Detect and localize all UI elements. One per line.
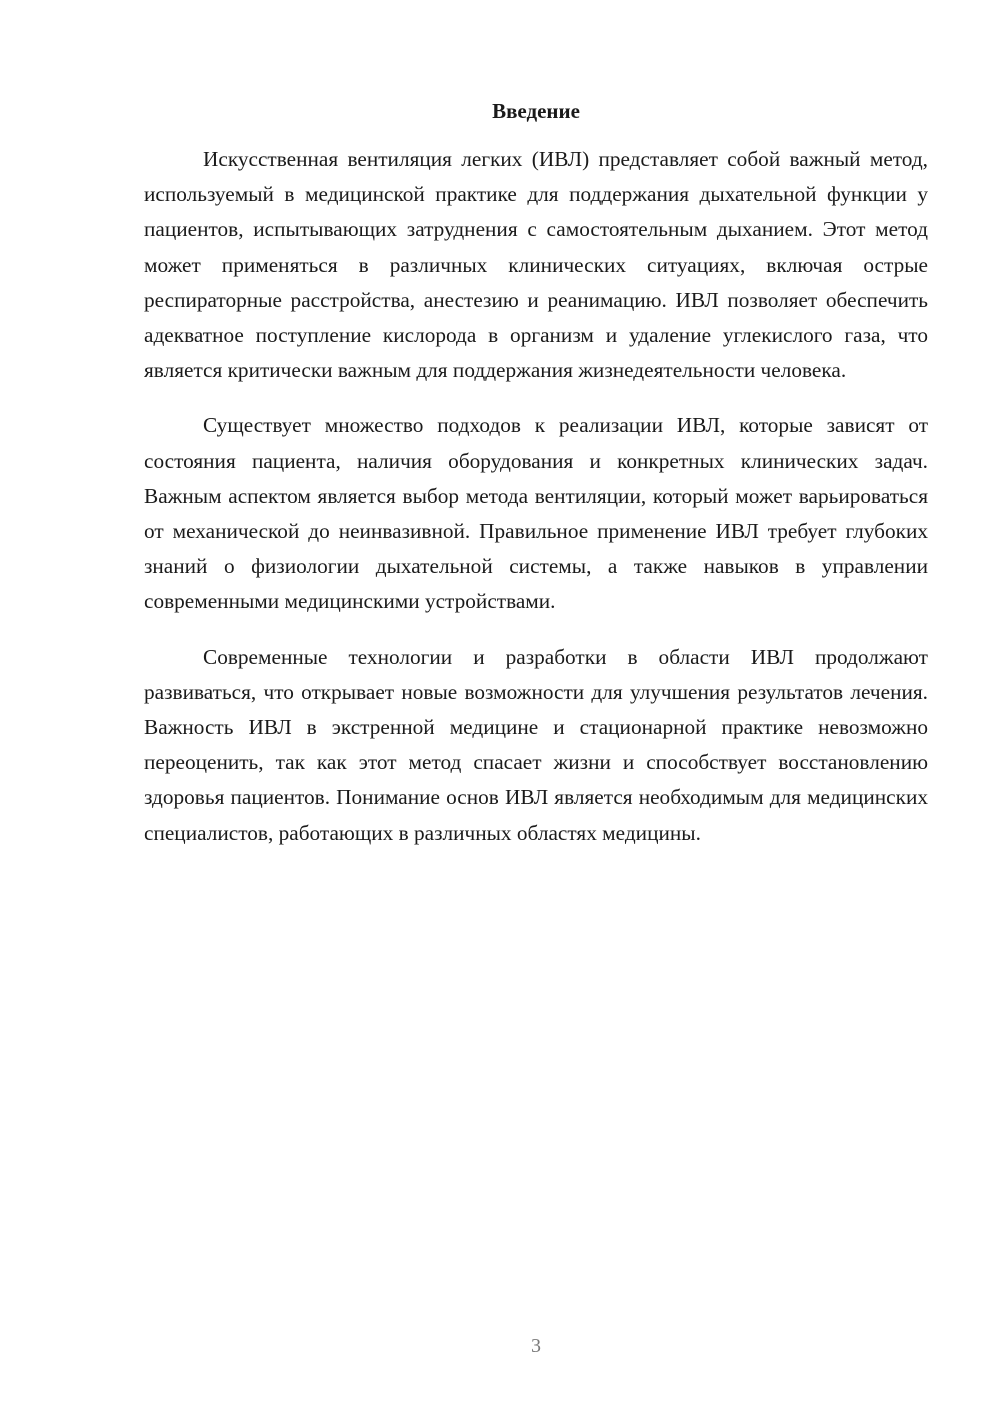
section-heading: Введение	[492, 99, 580, 123]
paragraph-1: Искусственная вентиляция легких (ИВЛ) представляет собой важный метод, используемый в медицинской практике для поддержания дыхательной функции у пациентов, испытывающих затруднения с самостоятельным дыханием. Этот метод может применяться в различных клинических ситуациях, включая острые респираторные расстройства, анестезию и реанимацию. ИВЛ позволяет обеспечить адекватное поступление кислорода в организм и удаление углекислого газа, что является критически важным для поддержания жизнедеятельности человека.	[144, 147, 928, 383]
body-text	[144, 142, 928, 871]
paragraph-3: Современные технологии и разработки в области ИВЛ продолжают развиваться, что открывает новые возможности для улучшения результатов лечения. Важность ИВЛ в экстренной медицине и стационарной практике невозможно переоценить, так как этот метод спасает жизни и способствует восстановлению здоровья пациентов. Понимание основ ИВЛ является необходимым для медицинских специалистов, работающих в различных областях медицины.	[144, 644, 928, 845]
paragraph-2: Существует множество подходов к реализации ИВЛ, которые зависят от состояния пациента, наличия оборудования и конкретных клинических задач. Важным аспектом является выбор метода вентиляции, который может варьироваться от механической до неинвазивной. Правильное применение ИВЛ требует глубоких знаний о физиологии дыхательной системы, а также навыков в управлении современными медицинскими устройствами.	[144, 413, 928, 614]
page-number: 3	[531, 1335, 541, 1357]
